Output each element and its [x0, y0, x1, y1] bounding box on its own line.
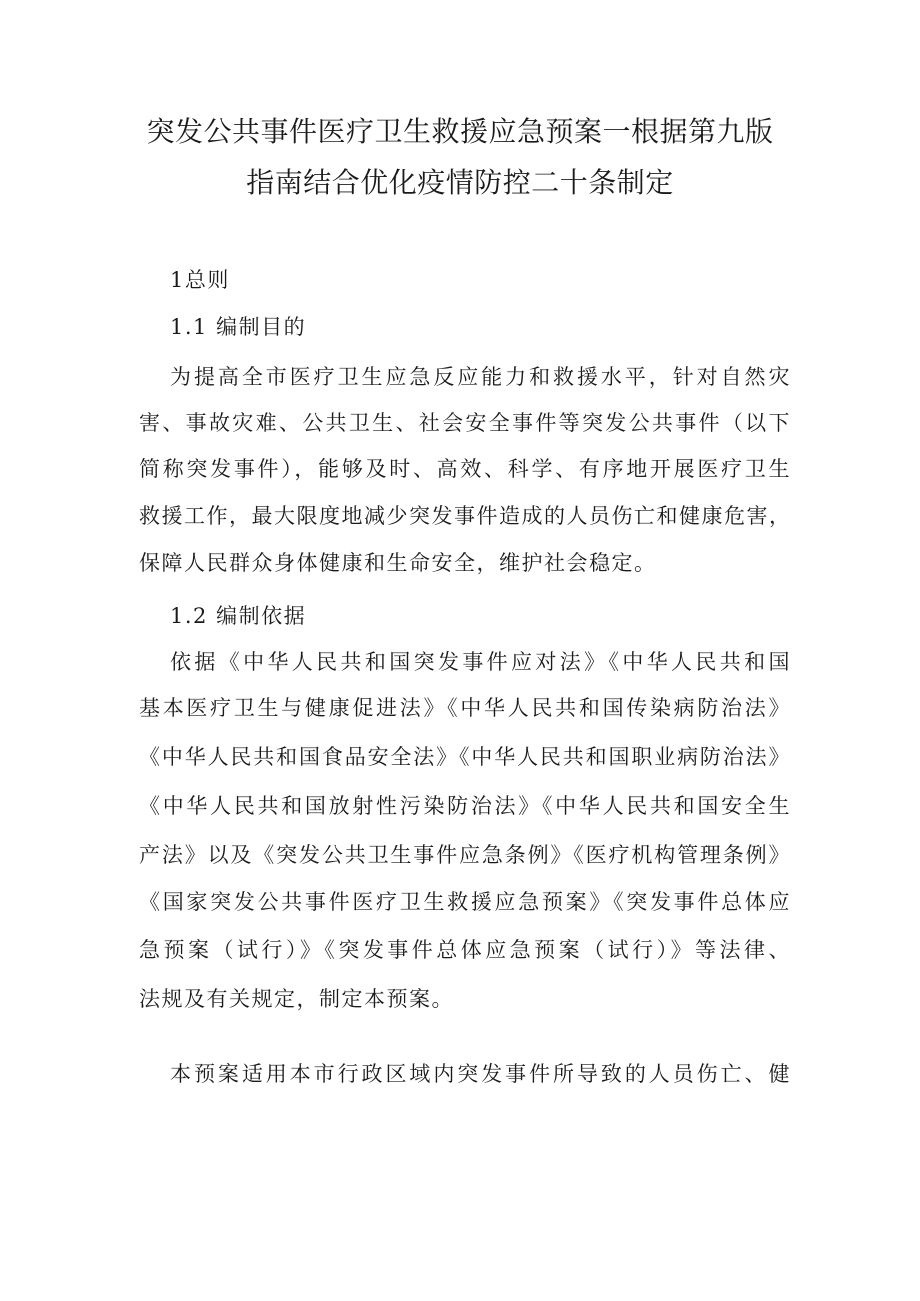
paragraph-line: 简称突发事件），能够及时、高效、科学、有序地开展医疗卫生 — [139, 457, 791, 481]
paragraph-line: 为提高全市医疗卫生应急反应能力和救援水平，针对自然灾 — [170, 365, 791, 389]
section-heading-purpose: 1.1 编制目的 — [170, 315, 307, 339]
paragraph-line: 法规及有关规定，制定本预案。 — [139, 987, 454, 1011]
paragraph-line: 急预案（试行）》《突发事件总体应急预案（试行）》等法律、 — [139, 938, 791, 962]
paragraph-line: 《中华人民共和国放射性污染防治法》《中华人民共和国安全生 — [139, 794, 791, 818]
paragraph-line: 《国家突发公共事件医疗卫生救援应急预案》《突发事件总体应 — [139, 890, 791, 914]
document-title-line-1: 突发公共事件医疗卫生救援应急预案一根据第九版 — [146, 115, 774, 148]
section-heading-general: 1总则 — [170, 268, 230, 292]
paragraph-line: 《中华人民共和国食品安全法》《中华人民共和国职业病防治法》 — [139, 745, 791, 769]
paragraph-line: 基本医疗卫生与健康促进法》《中华人民共和国传染病防治法》 — [139, 696, 791, 720]
paragraph-line: 保障人民群众身体健康和生命安全，维护社会稳定。 — [139, 551, 657, 575]
paragraph-line: 害、事故灾难、公共卫生、社会安全事件等突发公共事件（以下 — [139, 411, 791, 435]
section-heading-basis: 1.2 编制依据 — [170, 604, 307, 628]
paragraph-line: 救援工作，最大限度地减少突发事件造成的人员伤亡和健康危害， — [139, 504, 792, 528]
document-title-line-2: 指南结合优化疫情防控二十条制定 — [246, 166, 674, 199]
paragraph-line: 依据《中华人民共和国突发事件应对法》《中华人民共和国 — [170, 650, 791, 674]
paragraph-line: 本预案适用本市行政区域内突发事件所导致的人员伤亡、健 — [170, 1062, 791, 1086]
paragraph-line: 产法》以及《突发公共卫生事件应急条例》《医疗机构管理条例》 — [139, 843, 791, 867]
